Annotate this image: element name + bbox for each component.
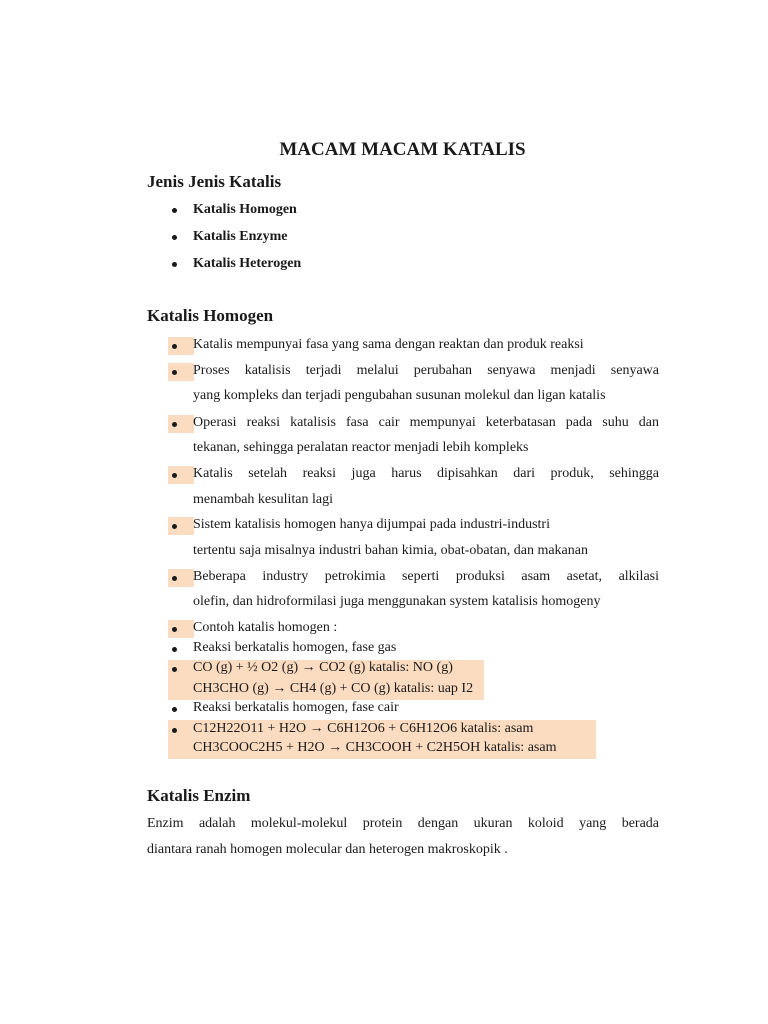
homogen-line: Reaksi berkatalis homogen, fase cair xyxy=(193,700,399,715)
homogen-line: tertentu saja misalnya industri bahan kimia, obat-obatan, dan makanan xyxy=(193,543,588,558)
enzim-paragraph-line: diantara ranah homogen molecular dan heterogen makroskopik . xyxy=(147,842,508,857)
reaction-line: CO (g) + ½ O2 (g) → CO2 (g) katalis: NO (g) xyxy=(193,660,453,675)
homogen-line: Sistem katalisis homogen hanya dijumpai pada industri-industri xyxy=(193,517,550,532)
homogen-line: Beberapa industry petrokimia seperti produksi asam asetat, alkilasi xyxy=(193,569,659,584)
list-item-jenis-2: Katalis Enzyme xyxy=(193,229,288,244)
bullet-icon xyxy=(172,344,177,349)
reaction-line: CH3CHO (g) → CH4 (g) + CO (g) katalis: uap I2 xyxy=(193,681,474,696)
list-item-jenis-3: Katalis Heterogen xyxy=(193,256,302,271)
bullet-icon xyxy=(172,728,177,733)
bullet-icon xyxy=(172,707,177,712)
bullet-icon xyxy=(172,667,177,672)
homogen-line: yang kompleks dan terjadi pengubahan susunan molekul dan ligan katalis xyxy=(193,388,606,403)
document-title: MACAM MACAM KATALIS xyxy=(279,139,526,160)
homogen-line: Katalis mempunyai fasa yang sama dengan reaktan dan produk reaksi xyxy=(193,337,584,352)
section-heading-enzim: Katalis Enzim xyxy=(147,786,251,805)
bullet-icon xyxy=(172,262,177,267)
section-heading-jenis: Jenis Jenis Katalis xyxy=(147,172,282,191)
bullet-icon xyxy=(172,422,177,427)
homogen-line: Operasi reaksi katalisis fasa cair mempunyai keterbatasan pada suhu dan xyxy=(193,415,659,430)
homogen-line: menambah kesulitan lagi xyxy=(193,492,333,507)
bullet-icon xyxy=(172,627,177,632)
homogen-line: Proses katalisis terjadi melalui perubahan senyawa menjadi senyawa xyxy=(193,363,659,378)
bullet-icon xyxy=(172,473,177,478)
bullet-icon xyxy=(172,208,177,213)
homogen-line: olefin, dan hidroformilasi juga menggunakan system katalisis homogeny xyxy=(193,594,601,609)
section-heading-homogen: Katalis Homogen xyxy=(147,306,274,325)
reaction-line: C12H22O11 + H2O → C6H12O6 + C6H12O6 katalis: asam xyxy=(193,721,534,736)
bullet-icon xyxy=(172,524,177,529)
homogen-line: Contoh katalis homogen : xyxy=(193,620,338,635)
homogen-line: tekanan, sehingga peralatan reactor menjadi lebih kompleks xyxy=(193,440,529,455)
homogen-line: Katalis setelah reaksi juga harus dipisahkan dari produk, sehingga xyxy=(193,466,659,481)
bullet-icon xyxy=(172,576,177,581)
reaction-line: CH3COOC2H5 + H2O → CH3COOH + C2H5OH katalis: asam xyxy=(193,740,557,755)
list-item-jenis-1: Katalis Homogen xyxy=(193,202,297,217)
homogen-line: Reaksi berkatalis homogen, fase gas xyxy=(193,640,397,655)
enzim-paragraph-line: Enzim adalah molekul-molekul protein dengan ukuran koloid yang berada xyxy=(147,816,659,831)
bullet-icon xyxy=(172,370,177,375)
bullet-icon xyxy=(172,647,177,652)
bullet-icon xyxy=(172,235,177,240)
